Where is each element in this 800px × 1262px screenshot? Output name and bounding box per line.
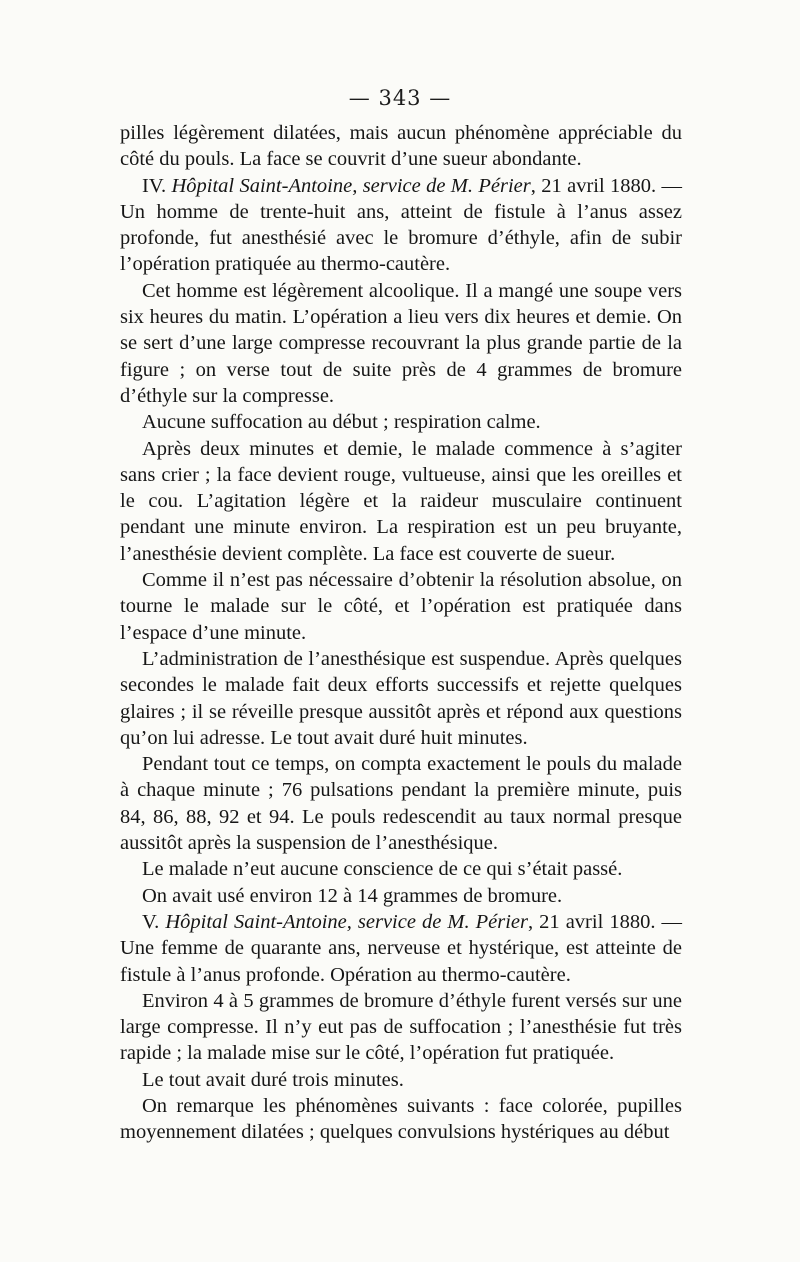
paragraph bbox=[120, 567, 682, 646]
paragraph-text: Pendant tout ce temps, on compta exactement le pouls du malade à chaque minute ; 76 pulsations pendant la première minute, puis 84, 86, 88, 92 et 94. Le pouls redescendit au taux normal presque aussitôt après la suspension de l’anesthésique. bbox=[120, 753, 682, 855]
paragraph-text: Aucune suffocation au début ; respiration calme. bbox=[142, 411, 541, 434]
paragraph-text: pilles légèrement dilatées, mais aucun phénomène appréciable du côté du pouls. La face se couvrit d’une sueur abondante. bbox=[120, 122, 682, 171]
case-numeral: IV. bbox=[142, 174, 172, 197]
paragraph-case-iv bbox=[120, 173, 682, 278]
paragraph bbox=[120, 883, 682, 909]
paragraph bbox=[120, 1093, 682, 1146]
paragraph bbox=[120, 409, 682, 435]
hospital-reference: Hôpital Saint-Antoine, service de M. Périer bbox=[165, 910, 528, 933]
paragraph bbox=[120, 646, 682, 751]
paragraph bbox=[120, 988, 682, 1067]
paragraph-continuation bbox=[120, 120, 682, 173]
paragraph-case-v bbox=[120, 909, 682, 988]
paragraph-text: Après deux minutes et demie, le malade commence à s’agiter sans crier ; la face devient rouge, vultueuse, ainsi que les oreilles et le cou. L’agitation légère et la raideur musculaire continuent pendant une minute environ. La respiration est un peu bruyante, l’anesthésie devient complète. La face est couverte de sueur. bbox=[120, 437, 682, 565]
paragraph-text: On remarque les phénomènes suivants : face colorée, pupilles moyennement dilatées ; quelques convulsions hystériques au début bbox=[120, 1094, 682, 1144]
paragraph bbox=[120, 436, 682, 567]
paragraph-text: On avait usé environ 12 à 14 grammes de bromure. bbox=[142, 884, 563, 907]
hospital-reference: Hôpital Saint-Antoine, service de M. Périer bbox=[171, 174, 531, 197]
paragraph-text: L’administration de l’anesthésique est suspendue. Après quelques secondes le malade fait deux efforts successifs et rejette quelques glaires ; il se réveille presque aussitôt après et répond aux questions qu’on lui adresse. Le tout avait duré huit minutes. bbox=[120, 647, 682, 749]
body-text bbox=[120, 120, 682, 1146]
page-number: — 343 — bbox=[348, 86, 452, 110]
paragraph-text: Le malade n’eut aucune conscience de ce qui s’était passé. bbox=[142, 858, 623, 881]
paragraph bbox=[120, 1067, 682, 1093]
paragraph-text: Cet homme est légèrement alcoolique. Il a mangé une soupe vers six heures du matin. L’opération a lieu vers dix heures et demie. On se sert d’une large compresse recouvrant la plus grande partie de la figure ; on verse tout de suite près de 4 grammes de bromure d’éthyle sur la compresse. bbox=[120, 279, 682, 407]
paragraph-text: Environ 4 à 5 grammes de bromure d’éthyle furent versés sur une large compresse. Il n’y eut pas de suffocation ; l’anesthésie fut très rapide ; la malade mise sur le côté, l’opération fut pratiquée. bbox=[120, 989, 682, 1065]
paragraph-text: , 21 avril 1880. — Un homme de trente-huit ans, atteint de fistule à l’anus assez profonde, fut anesthésié avec le bromure d’éthyle, afin de subir l’opération pratiquée au thermo-cautère. bbox=[120, 174, 682, 276]
paragraph bbox=[120, 278, 682, 409]
paragraph bbox=[120, 856, 682, 882]
case-numeral: V. bbox=[142, 910, 166, 933]
paragraph-text: Le tout avait duré trois minutes. bbox=[142, 1068, 404, 1091]
paragraph bbox=[120, 751, 682, 856]
paragraph-text: , 21 avril 1880. — Une femme de quarante ans, nerveuse et hystérique, est atteinte de fistule à l’anus profonde. Opération au thermo-cautère. bbox=[120, 910, 682, 986]
paragraph-text: Comme il n’est pas nécessaire d’obtenir la résolution absolue, on tourne le malade sur le côté, et l’opération est pratiquée dans l’espace d’une minute. bbox=[120, 569, 682, 644]
